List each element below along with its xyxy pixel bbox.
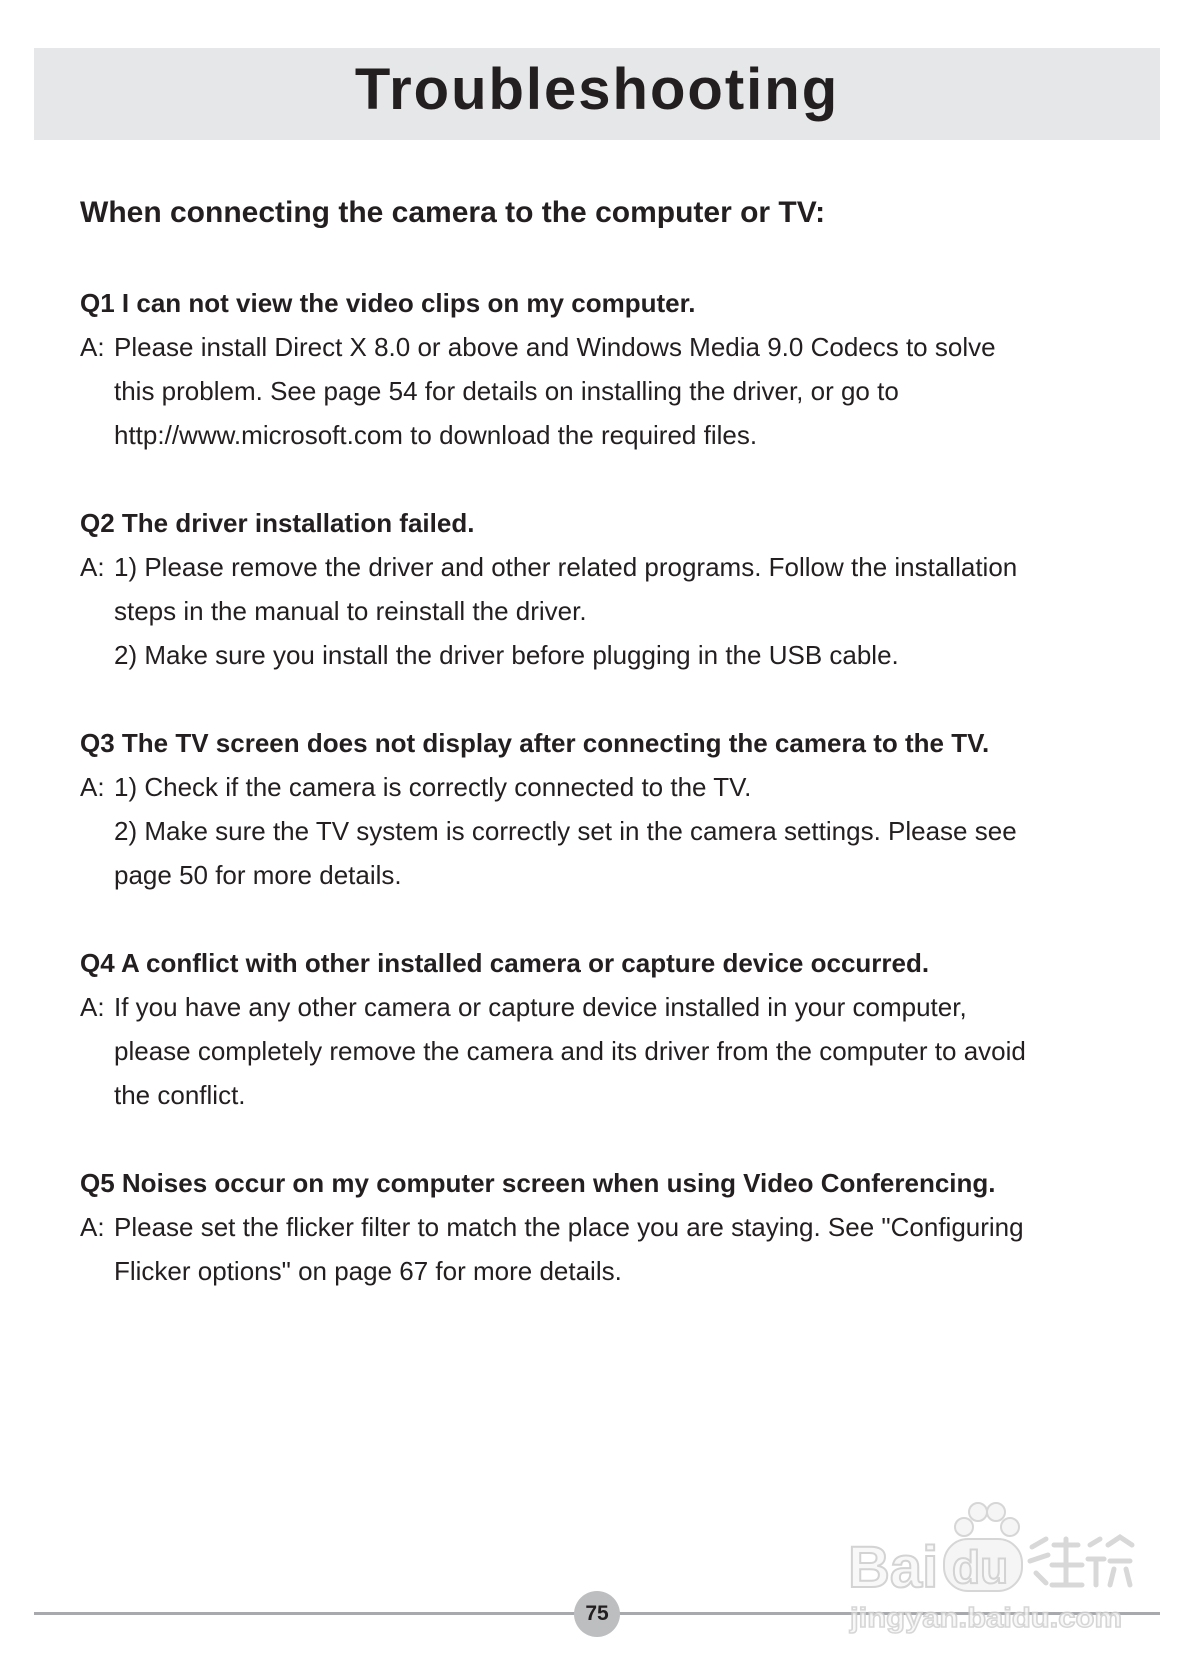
answer-label: A: bbox=[80, 772, 105, 802]
question: Q1 I can not view the video clips on my computer. bbox=[80, 288, 696, 318]
faq-item-q5 bbox=[80, 1161, 1160, 1293]
question: Q4 A conflict with other installed camera or capture device occurred. bbox=[80, 948, 930, 978]
answer bbox=[80, 545, 1160, 677]
answer-line: http://www.microsoft.com to download the required files. bbox=[114, 420, 758, 450]
question: Q5 Noises occur on my computer screen when using Video Conferencing. bbox=[80, 1168, 996, 1198]
question: Q3 The TV screen does not display after connecting the camera to the TV. bbox=[80, 728, 990, 758]
answer-line: 1) Please remove the driver and other related programs. Follow the installation bbox=[114, 552, 1018, 582]
answer-label: A: bbox=[80, 992, 105, 1022]
title-bar bbox=[34, 48, 1160, 140]
answer bbox=[80, 1205, 1160, 1293]
answer-line: please completely remove the camera and its driver from the computer to avoid bbox=[114, 1036, 1026, 1066]
answer-line: steps in the manual to reinstall the driver. bbox=[114, 596, 587, 626]
baidu-watermark bbox=[840, 1495, 1140, 1640]
watermark-url: jingyan.baidu.com bbox=[848, 1602, 1122, 1633]
answer-line: If you have any other camera or capture device installed in your computer, bbox=[114, 992, 967, 1022]
answer-line: 2) Make sure the TV system is correctly set in the camera settings. Please see bbox=[114, 816, 1017, 846]
section-heading: When connecting the camera to the computer or TV: bbox=[80, 196, 826, 229]
answer-label: A: bbox=[80, 552, 105, 582]
answer-line: Please set the flicker filter to match the place you are staying. See "Configuring bbox=[114, 1212, 1024, 1242]
faq-item-q1 bbox=[80, 281, 1160, 457]
answer-line: 2) Make sure you install the driver before plugging in the USB cable. bbox=[114, 640, 899, 670]
answer-label: A: bbox=[80, 332, 105, 362]
answer-line: Please install Direct X 8.0 or above and Windows Media 9.0 Codecs to solve bbox=[114, 332, 996, 362]
watermark-chinese-mark bbox=[1030, 1537, 1132, 1585]
answer-line: 1) Check if the camera is correctly connected to the TV. bbox=[114, 772, 752, 802]
page-number-badge: 75 bbox=[574, 1591, 620, 1637]
question: Q2 The driver installation failed. bbox=[80, 508, 475, 538]
watermark-brand-part2: du bbox=[952, 1541, 1009, 1593]
answer-line: this problem. See page 54 for details on installing the driver, or go to bbox=[114, 376, 899, 406]
answer-label: A: bbox=[80, 1212, 105, 1242]
faq-item-q3 bbox=[80, 721, 1160, 897]
answer bbox=[80, 985, 1160, 1117]
watermark-brand-part1: Bai bbox=[848, 1535, 939, 1600]
answer-line: the conflict. bbox=[114, 1080, 246, 1110]
answer bbox=[80, 325, 1160, 457]
faq-item-q4 bbox=[80, 941, 1160, 1117]
faq-item-q2 bbox=[80, 501, 1160, 677]
answer-line: page 50 for more details. bbox=[114, 860, 402, 890]
answer-line: Flicker options" on page 67 for more details. bbox=[114, 1256, 622, 1286]
main-content bbox=[80, 191, 1160, 1337]
answer bbox=[80, 765, 1160, 897]
page-title: Troubleshooting bbox=[354, 57, 840, 122]
